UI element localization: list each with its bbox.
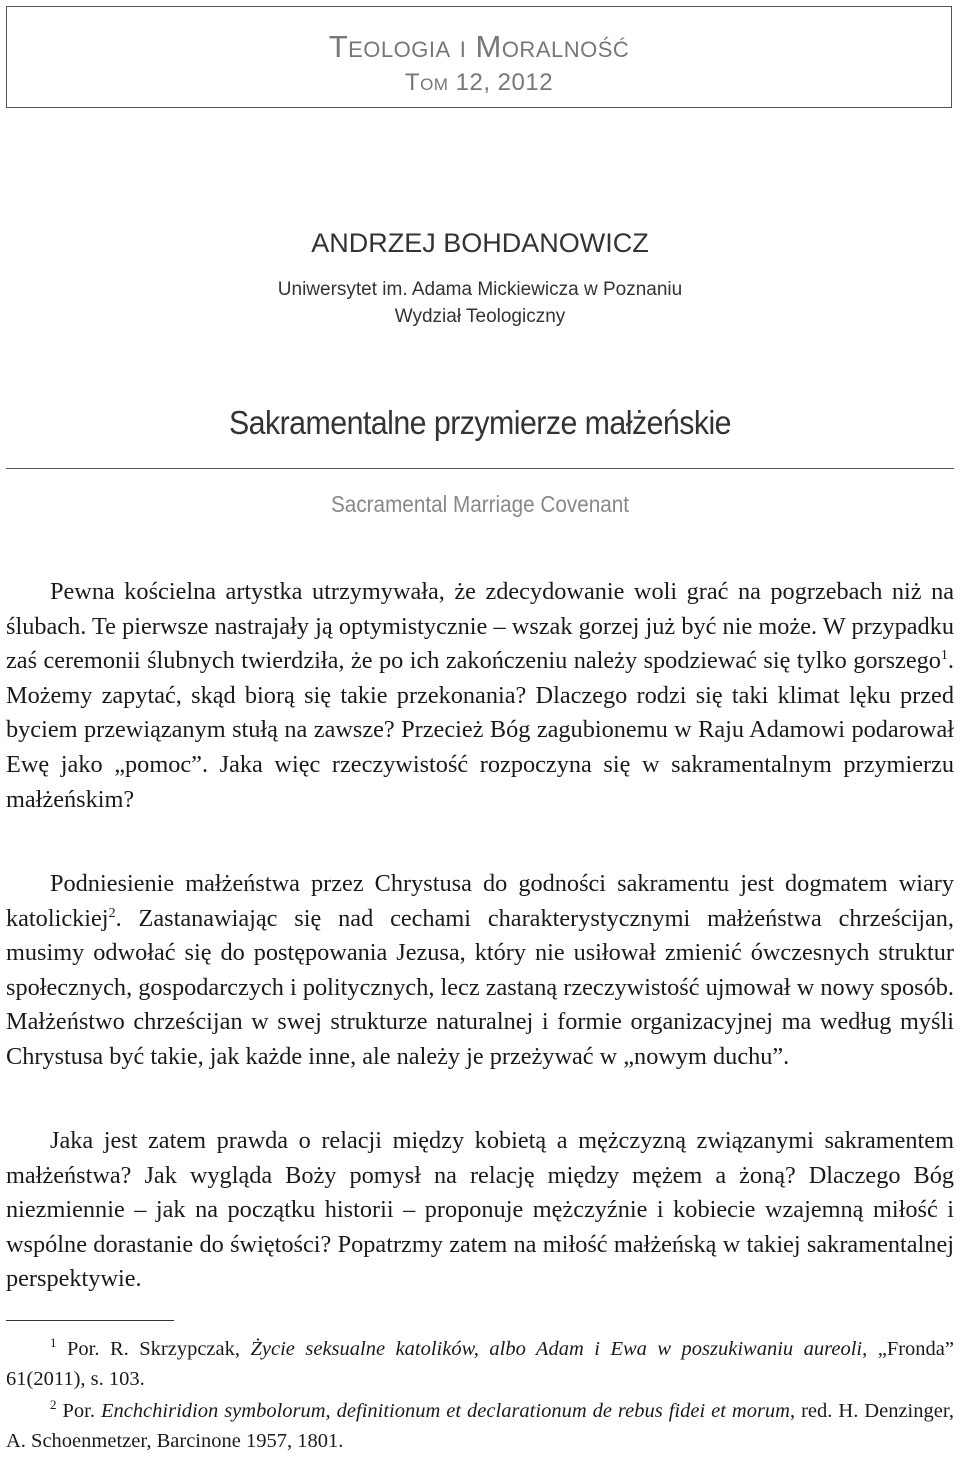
footnote-ref-2[interactable]: 2 (108, 905, 116, 921)
article-title-polish: Sakramentalne przymierze małżeńskie (228, 404, 732, 441)
paragraph-1-text-a: Pewna kościelna artystka utrzymywała, że zdecydowanie woli grać na pogrzebach niż na ślubach. Te pierwsze nastrajały ją optymistycznie – wszak gorzej już być nie może. W przypadku zaś ceremonii ślubnych twierdziła, że po ich zakończeniu należy spodziewać się tylko gorszego (6, 578, 954, 675)
author-name: ANDRZEJ BOHDANOWICZ (311, 228, 649, 258)
footnote-1-suffix: , „Fronda” 61(2011), s. 103. (6, 1338, 954, 1390)
body-paragraph-2 (6, 867, 954, 1075)
article-title-english: Sacramental Marriage Covenant (330, 491, 629, 517)
journal-title: Teologia i Moralność (328, 29, 630, 64)
footnote-2 (6, 1396, 954, 1456)
paragraph-2-text-b: . Zastanawiając się nad cechami charakterystycznymi małżeństwa chrześcijan, musimy odwołać się do postępowania Jezusa, który nie usiłował zmienić ówczesnych struktur społecznych, gospodarczych i politycznych, lecz zastaną rzeczywistość ujmował w nowy sposób. Małżeństwo chrześcijan w swej strukturze naturalnej i formie organizacyjnej ma według myśli Chrystusa być takie, jak każde inne, ale należy je przeżywać w „nowym duchu”. (6, 904, 954, 1070)
footnote-2-number: 2 (50, 1397, 57, 1413)
body-paragraph-1 (6, 575, 954, 817)
footnote-2-prefix: Por. (62, 1400, 101, 1422)
footnote-1-title: Życie seksualne katolików, albo Adam i Ewa w poszukiwaniu aureoli (250, 1338, 863, 1360)
footnote-divider (6, 1320, 174, 1321)
paragraph-1-text-b: . Możemy zapytać, skąd biorą się takie przekonania? Dlaczego rodzi się taki klimat lęku przed byciem przewiązanym stułą na zawsze? Przecież Bóg zagubionemu w Raju Adamowi podarował Ewę jako „pomoc”. Jaka więc rzeczywistość rozpoczyna się w sakramentalnym przymierzu małżeńskim? (6, 647, 954, 813)
paragraph-3-text: Jaka jest zatem prawda o relacji między kobietą a mężczyzną związanymi sakramentem małżeństwa? Jak wygląda Boży pomysł na relację między mężem a żoną? Dlaczego Bóg niezmiennie – jak na początku historii – proponuje mężczyźnie i kobiecie wzajemną miłość i wspólne dorastanie do świętości? Popatrzmy zatem na miłość małżeńską w takiej sakramentalnej perspektywie. (6, 1127, 954, 1293)
journal-header-box (6, 6, 952, 108)
footnote-2-title: Enchchiridion symbolorum, definitionum et declarationum de rebus fidei et morum (100, 1400, 790, 1422)
paragraph-2-text-a: Podniesienie małżeństwa przez Chrystusa do godności sakramentu jest dogmatem wiary katolickiej (6, 870, 954, 932)
footnotes (6, 1334, 954, 1458)
body-paragraph-3 (6, 1124, 954, 1297)
footnote-1-prefix: Por. R. Skrzypczak, (67, 1338, 251, 1360)
journal-volume: Tom 12, 2012 (404, 69, 554, 96)
author-affiliation-university: Uniwersytet im. Adama Mickiewicza w Poznaniu (277, 279, 683, 300)
author-affiliation-faculty: Wydział Teologiczny (394, 306, 566, 327)
title-divider (6, 468, 954, 469)
footnote-1 (6, 1334, 954, 1394)
footnote-ref-1[interactable]: 1 (940, 648, 948, 664)
footnote-1-number: 1 (50, 1335, 57, 1351)
footnote-2-suffix: , red. H. Denzinger, A. Schoenmetzer, Barcinone 1957, 1801. (6, 1400, 954, 1452)
